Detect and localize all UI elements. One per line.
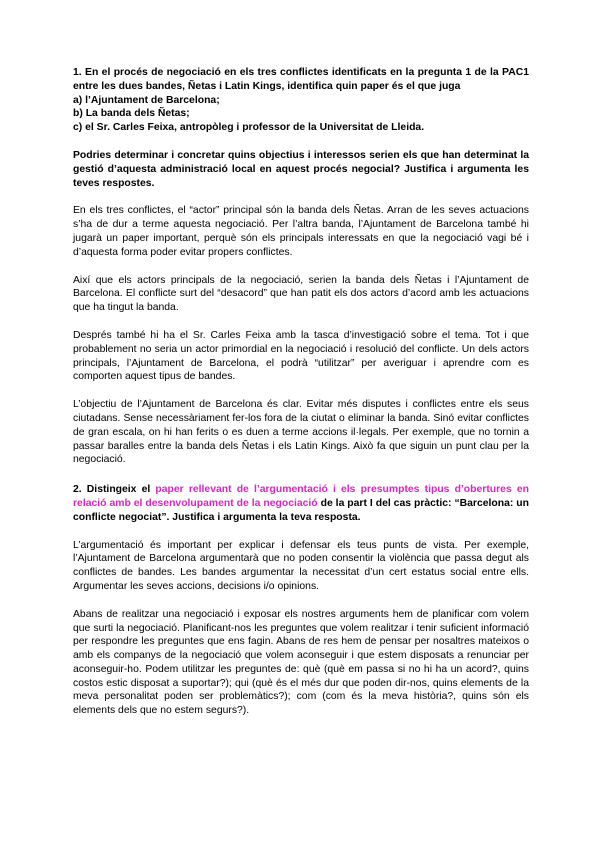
answer-2-paragraph: L’argumentació és important per explicar i defensar els teus punts de vista. Per exemple, l’Ajuntament de Barcelona argumentarà que no poden consentir la violència que passa degut als conflictes de bandes. Les bandes argumentar la necessitat d’un cert estatus social entre ells. Argumentar les seves accions, decisions i/o opinions. — [73, 539, 529, 592]
question-2 — [73, 483, 529, 524]
question-2-prefix: 2. Distingeix el — [73, 484, 156, 496]
answer-1-paragraph: L’objectiu de l’Ajuntament de Barcelona és clar. Evitar més disputes i conflictes entre els seus ciutadans. Sense necessàriament fer-los fora de la ciutat o eliminar la banda. Sinó evitar conflictes de gran escala, on hi han ferits o es duen a terme accions il·legals. Per exemple, que no tornin a passar baralles entre la banda dels Ñetas i els Latin Kings. Això fa que siguin un punt clau per la negociació. — [73, 399, 529, 466]
question-1 — [73, 66, 529, 135]
question-1-intro: 1. En el procés de negociació en els tres conflictes identificats en la pregunta 1 de la PAC1 entre les dues bandes, Ñetas i Latin Kings, identifica quin paper és el que juga — [73, 67, 529, 92]
question-1-item-a: a) l’Ajuntament de Barcelona; — [73, 94, 220, 106]
answer-1-paragraph: Així que els actors principals de la negociació, serien la banda dels Ñetas i l’Ajuntament de Barcelona. El conflicte surt del “desacord” que han patit els dos actors d’acord amb les actuacions que ha tingut la banda. — [73, 274, 529, 314]
question-2-suffix: de la part I del cas pràctic: “Barcelona: un conflicte negociat”. Justifica i argumenta la teva resposta. — [73, 497, 530, 523]
question-1-item-c: c) el Sr. Carles Feixa, antropòleg i professor de la Universitat de Lleida. — [73, 122, 425, 134]
question-2-highlight: paper rellevant de l’argumentació i els presumptes tipus d’obertures en relació amb el desenvolupament de la negociació — [73, 484, 529, 509]
answer-1-paragraph: Després també hi ha el Sr. Carles Feixa amb la tasca d’investigació sobre el tema. Tot i que probablement no seria un actor primordial en la negociació i resolució del conflicte. Un dels actors principals, l’Ajuntament de Barcelona, el podrà “utilitzar” per averiguar i aprendre com es comporten aquest tipus de bandes. — [73, 329, 529, 383]
answer-2-paragraph: Abans de realitzar una negociació i exposar els nostres arguments hem de planificar com volem que surti la negociació. Planificant-nos les preguntes que volem realitzar i tenir suficient informació per respondre les preguntes que ens fagin. Abans de res hem de pensar per nosaltres mateixos o amb els companys de la negociació que volem aconseguir i que estem disposats a renunciar per aconseguir-ho. Podem utilitzar les preguntes de: què (què em passa si no hi ha un acord?, quins costos estic disposat a suportar?); qui (què és el més dur que poden dir-nos, quins elements de la meva personalitat poden ser problemàtics?); com (com és la meva història?, quins són els elements dels que no estem segurs?). — [73, 608, 529, 717]
question-1-item-b: b) La banda dels Ñetas; — [73, 108, 190, 120]
answer-1-paragraph: En els tres conflictes, el “actor” principal són la banda dels Ñetas. Arran de les seves actuacions s’ha de dur a terme aquesta negociació. Per l’altra banda, l’Ajuntament de Barcelona també hi jugarà un paper important, perquè són els principals interessats en que la negociació vagi bé i d’aquesta forma poder evitar propers conflictes. — [73, 205, 529, 258]
document-body — [73, 66, 529, 718]
question-1-sub: Podries determinar i concretar quins objectius i interessos serien els que han determinat la gestió d’aquesta administració local en aquest procés negocial? Justifica i argumenta les teves respostes. — [73, 149, 529, 189]
